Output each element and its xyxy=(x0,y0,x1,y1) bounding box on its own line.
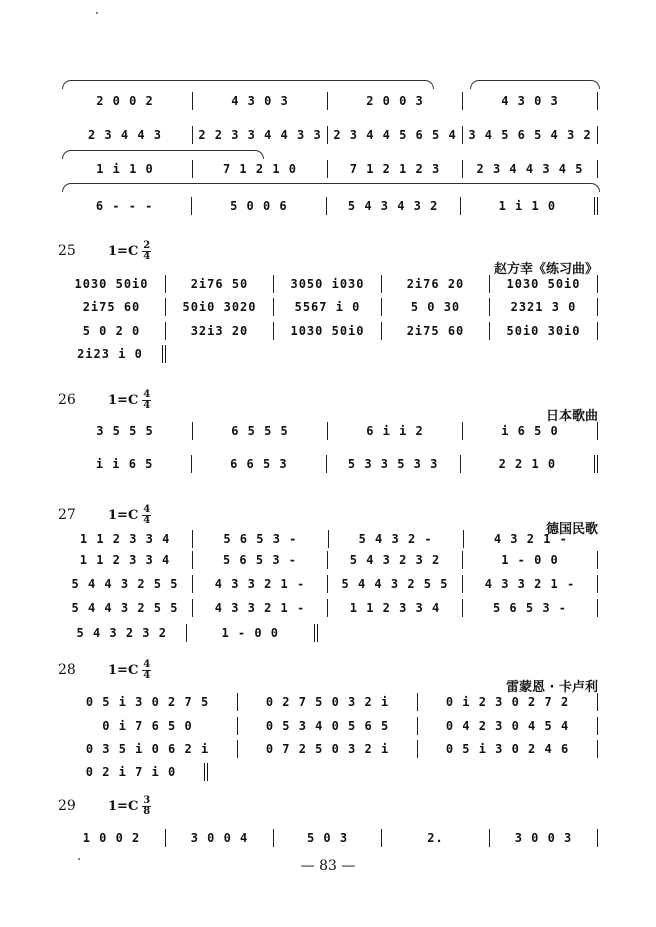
time-signature xyxy=(142,660,151,681)
key-signature xyxy=(108,390,151,411)
meter-bottom: 4 xyxy=(143,669,151,681)
key-label: 1=C xyxy=(108,243,139,259)
measure: 2321 3 0 xyxy=(490,298,598,316)
measure: 2 2 1 0 xyxy=(461,455,598,473)
notation-row xyxy=(58,322,598,340)
measure: 5 4 3 4 3 2 xyxy=(327,197,461,215)
measure: 3 0 0 3 xyxy=(490,829,598,847)
measure: 5 3 3 5 3 3 xyxy=(327,455,461,473)
measure: 1 i 1 0 xyxy=(461,197,598,215)
piece-title: 日本歌曲 xyxy=(545,409,598,424)
measure: 5 4 3 2 - xyxy=(329,530,464,548)
page-number: — 83 — xyxy=(300,858,356,874)
measure: 0 5 i 3 0 2 4 6 xyxy=(418,740,598,758)
measure: 5 0 2 0 xyxy=(58,322,166,340)
measure: 1 - 0 0 xyxy=(187,624,319,642)
measure: 5 0 30 xyxy=(382,298,490,316)
measure: 5 6 5 3 - xyxy=(193,530,328,548)
measure: 0 3 5 i 0 6 2 i xyxy=(58,740,238,758)
meter-top: 4 xyxy=(143,388,151,400)
piece-header xyxy=(58,387,151,413)
measure: 2 3 4 4 5 6 5 4 xyxy=(328,126,463,144)
measure: 2 3 4 4 3 xyxy=(58,126,193,144)
slur-mark xyxy=(62,150,264,159)
measure: 4 3 0 3 xyxy=(463,92,598,110)
measure: 2 2 3 3 4 4 3 3 xyxy=(193,126,328,144)
notation-row xyxy=(58,455,598,473)
notation-row xyxy=(58,599,598,617)
piece-title: 德国民歌 xyxy=(545,522,598,537)
measure: 7 1 2 1 2 3 xyxy=(328,160,463,178)
measure: 2i76 20 xyxy=(382,275,490,293)
measure: 0 i 7 6 5 0 xyxy=(58,717,238,735)
notation-row xyxy=(58,717,598,735)
notation-row xyxy=(58,422,598,440)
meter-top: 2 xyxy=(143,239,151,251)
measure: 2. xyxy=(382,829,490,847)
measure: 0 2 i 7 i 0 xyxy=(58,763,208,781)
measure: 6 5 5 5 xyxy=(193,422,328,440)
piece-number: 25 xyxy=(58,243,76,259)
measure: 1 1 2 3 3 4 xyxy=(58,530,193,548)
measure: 4 3 3 2 1 - xyxy=(193,599,328,617)
measure: 5567 i 0 xyxy=(274,298,382,316)
key-label: 1=C xyxy=(108,392,139,408)
measure: 4 3 3 2 1 - xyxy=(463,575,598,593)
notation-row xyxy=(58,345,166,363)
measure: 1030 50i0 xyxy=(490,275,598,293)
scan-speck xyxy=(96,12,98,14)
piece-title: 雷蒙恩 · 卡卢利 xyxy=(506,680,598,695)
measure: 6 i i 2 xyxy=(328,422,463,440)
notation-row xyxy=(58,197,598,215)
time-signature xyxy=(142,390,151,411)
measure: 1 - 0 0 xyxy=(463,551,598,569)
notation-row xyxy=(58,92,598,110)
notation-row xyxy=(58,575,598,593)
measure: 1 i 1 0 xyxy=(58,160,193,178)
meter-top: 4 xyxy=(143,658,151,670)
measure: 0 5 3 4 0 5 6 5 xyxy=(238,717,418,735)
measure: 5 0 0 6 xyxy=(192,197,326,215)
piece-number: 29 xyxy=(58,798,76,814)
measure: 6 6 5 3 xyxy=(192,455,326,473)
scan-speck xyxy=(78,858,80,860)
measure: 2i76 50 xyxy=(166,275,274,293)
piece-header xyxy=(58,238,151,264)
measure: 5 6 5 3 - xyxy=(463,599,598,617)
piece-number: 26 xyxy=(58,392,76,408)
measure: 3 5 5 5 xyxy=(58,422,193,440)
notation-row xyxy=(58,126,598,144)
measure: 2 0 0 3 xyxy=(328,92,463,110)
piece-header xyxy=(58,657,151,683)
time-signature xyxy=(142,796,151,817)
meter-top: 3 xyxy=(143,794,151,806)
measure: 3 0 0 4 xyxy=(166,829,274,847)
key-signature xyxy=(108,241,151,262)
measure: 4 3 2 1 - xyxy=(493,532,568,546)
notation-row xyxy=(58,624,318,642)
notation-row xyxy=(58,551,598,569)
measure: 5 4 4 3 2 5 5 xyxy=(58,575,193,593)
measure: i i 6 5 xyxy=(58,455,192,473)
measure: 2i75 60 xyxy=(382,322,490,340)
notation-row xyxy=(58,829,598,847)
measure: 5 4 4 3 2 5 5 xyxy=(328,575,463,593)
measure: 4 3 0 3 xyxy=(193,92,328,110)
key-signature xyxy=(108,660,151,681)
measure: i 6 5 0 xyxy=(463,422,598,440)
meter-bottom: 8 xyxy=(143,805,151,817)
time-signature xyxy=(142,505,151,526)
measure: 1030 50i0 xyxy=(274,322,382,340)
measure: 3050 i030 xyxy=(274,275,382,293)
slur-mark xyxy=(470,80,600,89)
time-signature xyxy=(142,241,151,262)
notation-row xyxy=(58,298,598,316)
key-label: 1=C xyxy=(108,662,139,678)
measure: 0 2 7 5 0 3 2 i xyxy=(238,693,418,711)
measure: 0 4 2 3 0 4 5 4 xyxy=(418,717,598,735)
notation-row xyxy=(58,530,598,548)
measure: 5 0 3 xyxy=(274,829,382,847)
piece-header xyxy=(58,502,151,528)
measure: 3 4 5 6 5 4 3 2 xyxy=(463,126,598,144)
measure: 5 6 5 3 - xyxy=(193,551,328,569)
piece-header xyxy=(58,793,151,819)
measure: 6 - - - xyxy=(58,197,192,215)
measure: 5 4 3 2 3 2 xyxy=(58,624,187,642)
measure: 1 0 0 2 xyxy=(58,829,166,847)
measure: 0 i 2 3 0 2 7 2 xyxy=(418,693,598,711)
measure: 2 3 4 4 3 4 5 xyxy=(463,160,598,178)
slur-mark xyxy=(62,80,434,89)
key-signature xyxy=(108,505,151,526)
measure: 7 1 2 1 0 xyxy=(193,160,328,178)
notation-row xyxy=(58,740,598,758)
measure: 2 0 0 2 xyxy=(58,92,193,110)
piece-number: 27 xyxy=(58,507,76,523)
measure: 5 4 4 3 2 5 5 xyxy=(58,599,193,617)
key-signature xyxy=(108,796,151,817)
meter-bottom: 4 xyxy=(143,399,151,411)
piece-number: 28 xyxy=(58,662,76,678)
meter-bottom: 4 xyxy=(143,250,151,262)
measure: 1030 50i0 xyxy=(58,275,166,293)
measure: 50i0 30i0 xyxy=(490,322,598,340)
measure: 2i75 60 xyxy=(58,298,166,316)
measure: 2i23 i 0 xyxy=(58,345,166,363)
measure: 0 5 i 3 0 2 7 5 xyxy=(58,693,238,711)
notation-row xyxy=(58,275,598,293)
measure: 32i3 20 xyxy=(166,322,274,340)
slur-mark xyxy=(62,183,600,192)
measure: 1 1 2 3 3 4 xyxy=(328,599,463,617)
piece-title: 赵方幸《练习曲》 xyxy=(493,262,598,277)
measure: 1 1 2 3 3 4 xyxy=(58,551,193,569)
measure: 4 3 3 2 1 - xyxy=(193,575,328,593)
meter-top: 4 xyxy=(143,503,151,515)
key-label: 1=C xyxy=(108,507,139,523)
key-label: 1=C xyxy=(108,798,139,814)
notation-row xyxy=(58,763,208,781)
meter-bottom: 4 xyxy=(143,514,151,526)
measure: 0 7 2 5 0 3 2 i xyxy=(238,740,418,758)
notation-row xyxy=(58,160,598,178)
measure: 5 4 3 2 3 2 xyxy=(328,551,463,569)
notation-row xyxy=(58,693,598,711)
measure: 50i0 3020 xyxy=(166,298,274,316)
